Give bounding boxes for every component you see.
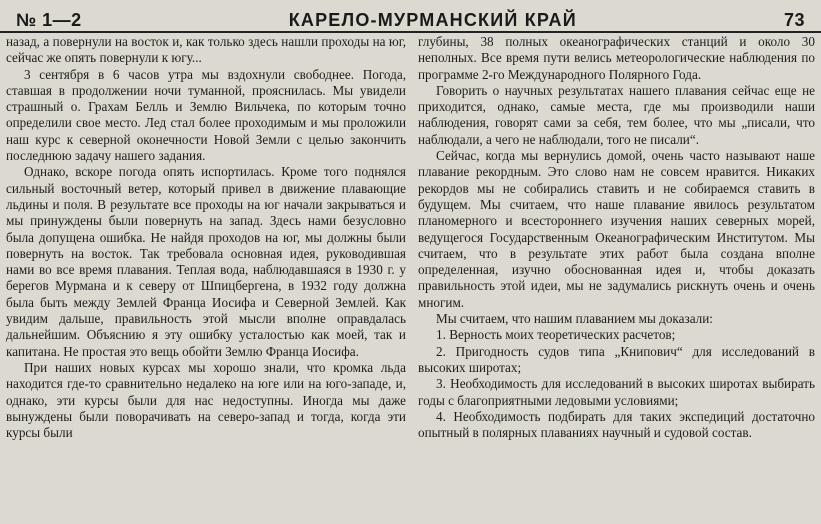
issue-number: № 1—2 <box>16 9 82 30</box>
paragraph: глубины, 38 полных океанографических станций и около 30 неполных. Все время пути велись метеорологические наблюдения по программе 2-го Международного Полярного Года. <box>418 34 815 82</box>
paragraph: При наших новых курсах мы хорошо знали, что кромка льда находится где-то сравнительно недалеко на юге или на юго-западе, и, однако, эти курсы были для нас недоступны. Иногда мы даже вынуждены были поворачивать на северо-запад и тогда, когда эти курсы были <box>6 359 406 441</box>
page-header <box>0 0 821 34</box>
paragraph: Говорить о научных результатах нашего плавания сейчас еще не приходится, однако, самые места, где мы производили наши наблюдения, говорят сами за себя, тем более, что мы „писали, что наблюдали, а чего не наблюдали, того не писали“. <box>418 82 815 147</box>
list-item: 3. Необходимость для исследований в высоких широтах выбирать годы с благоприятными ледовыми условиями; <box>418 376 815 408</box>
paragraph: Мы считаем, что нашим плаванием мы доказали: <box>436 311 713 327</box>
paragraph: 3 сентября в 6 часов утра мы вздохнули свободнее. Погода, ставшая в продолжении ночи туманной, прояснилась. Мы увидели страшный о. Грахам Белль и Землю Вильчека, по которым точно определили свое место. Лед стал более проходимым и мы проложили наш курс к северной оконечности Новой Земли с целью закончить последнюю задачу нашего задания. <box>6 66 406 164</box>
list-item: 2. Пригодность судов типа „Книпович“ для исследований в высоких широтах; <box>418 343 815 375</box>
right-column <box>418 34 815 524</box>
list-item: 4. Необходимость подбирать для таких экспедиций достаточно опытный в полярных плаваниях научный и судовой состав. <box>418 408 815 441</box>
paragraph: назад, а повернули на восток и, как только здесь нашли проходы на юг, сейчас же опять повернули к югу... <box>6 34 406 66</box>
paragraph: Сейчас, когда мы вернулись домой, очень часто называют наше плавание рекордным. Это слово нам не совсем нравится. Никаких рекордов мы не собирались ставить и не собираемся ставить в будущем. Мы считаем, что наше плавание явилось результатом планомерного и всестороннего изучения наших северных морей, ведущегося Государственным Океанографическим Институтом. Мы считаем, что в результате этих работ была создана вполне определенная, изучно обоснованная идея и, чтобы доказать правильность этой идеи, мы не задумались рискнуть очень и очень многим. <box>418 148 815 310</box>
left-column <box>6 34 406 524</box>
journal-title: КАРЕЛО-МУРМАНСКИЙ КРАЙ <box>288 9 577 30</box>
list-item: 1. Верность моих теоретических расчетов; <box>436 327 676 343</box>
paragraph: Однако, вскоре погода опять испортилась. Кроме того поднялся сильный восточный ветер, который привел в движение плавающие льдины и поля. В результате все проходы на юг начали закрываться и мы принуждены были повернуть на запад. Здесь нами безусловно была допущена ошибка. Не найдя проходов на юг, мы должны были повернуть на восток. Так требовала основная идея, руководившая нами во все время плавания. Теплая вода, наблюдавшаяся в 1930 г. у берегов Мурмана и к северу от Шпицбергена, в 1932 году должна была быть между Землей Франца Иосифа и Северной Землей. Как увидим дальше, правильность этой мысли вполне оправдалась дальнейшим. Объяснию я эту ошибку усталостью как моей, так и капитана. Не простая это вещь обойти Землю Франца Иосифа. <box>6 164 406 359</box>
page-number: 73 <box>783 9 805 30</box>
header-rule <box>0 31 821 33</box>
